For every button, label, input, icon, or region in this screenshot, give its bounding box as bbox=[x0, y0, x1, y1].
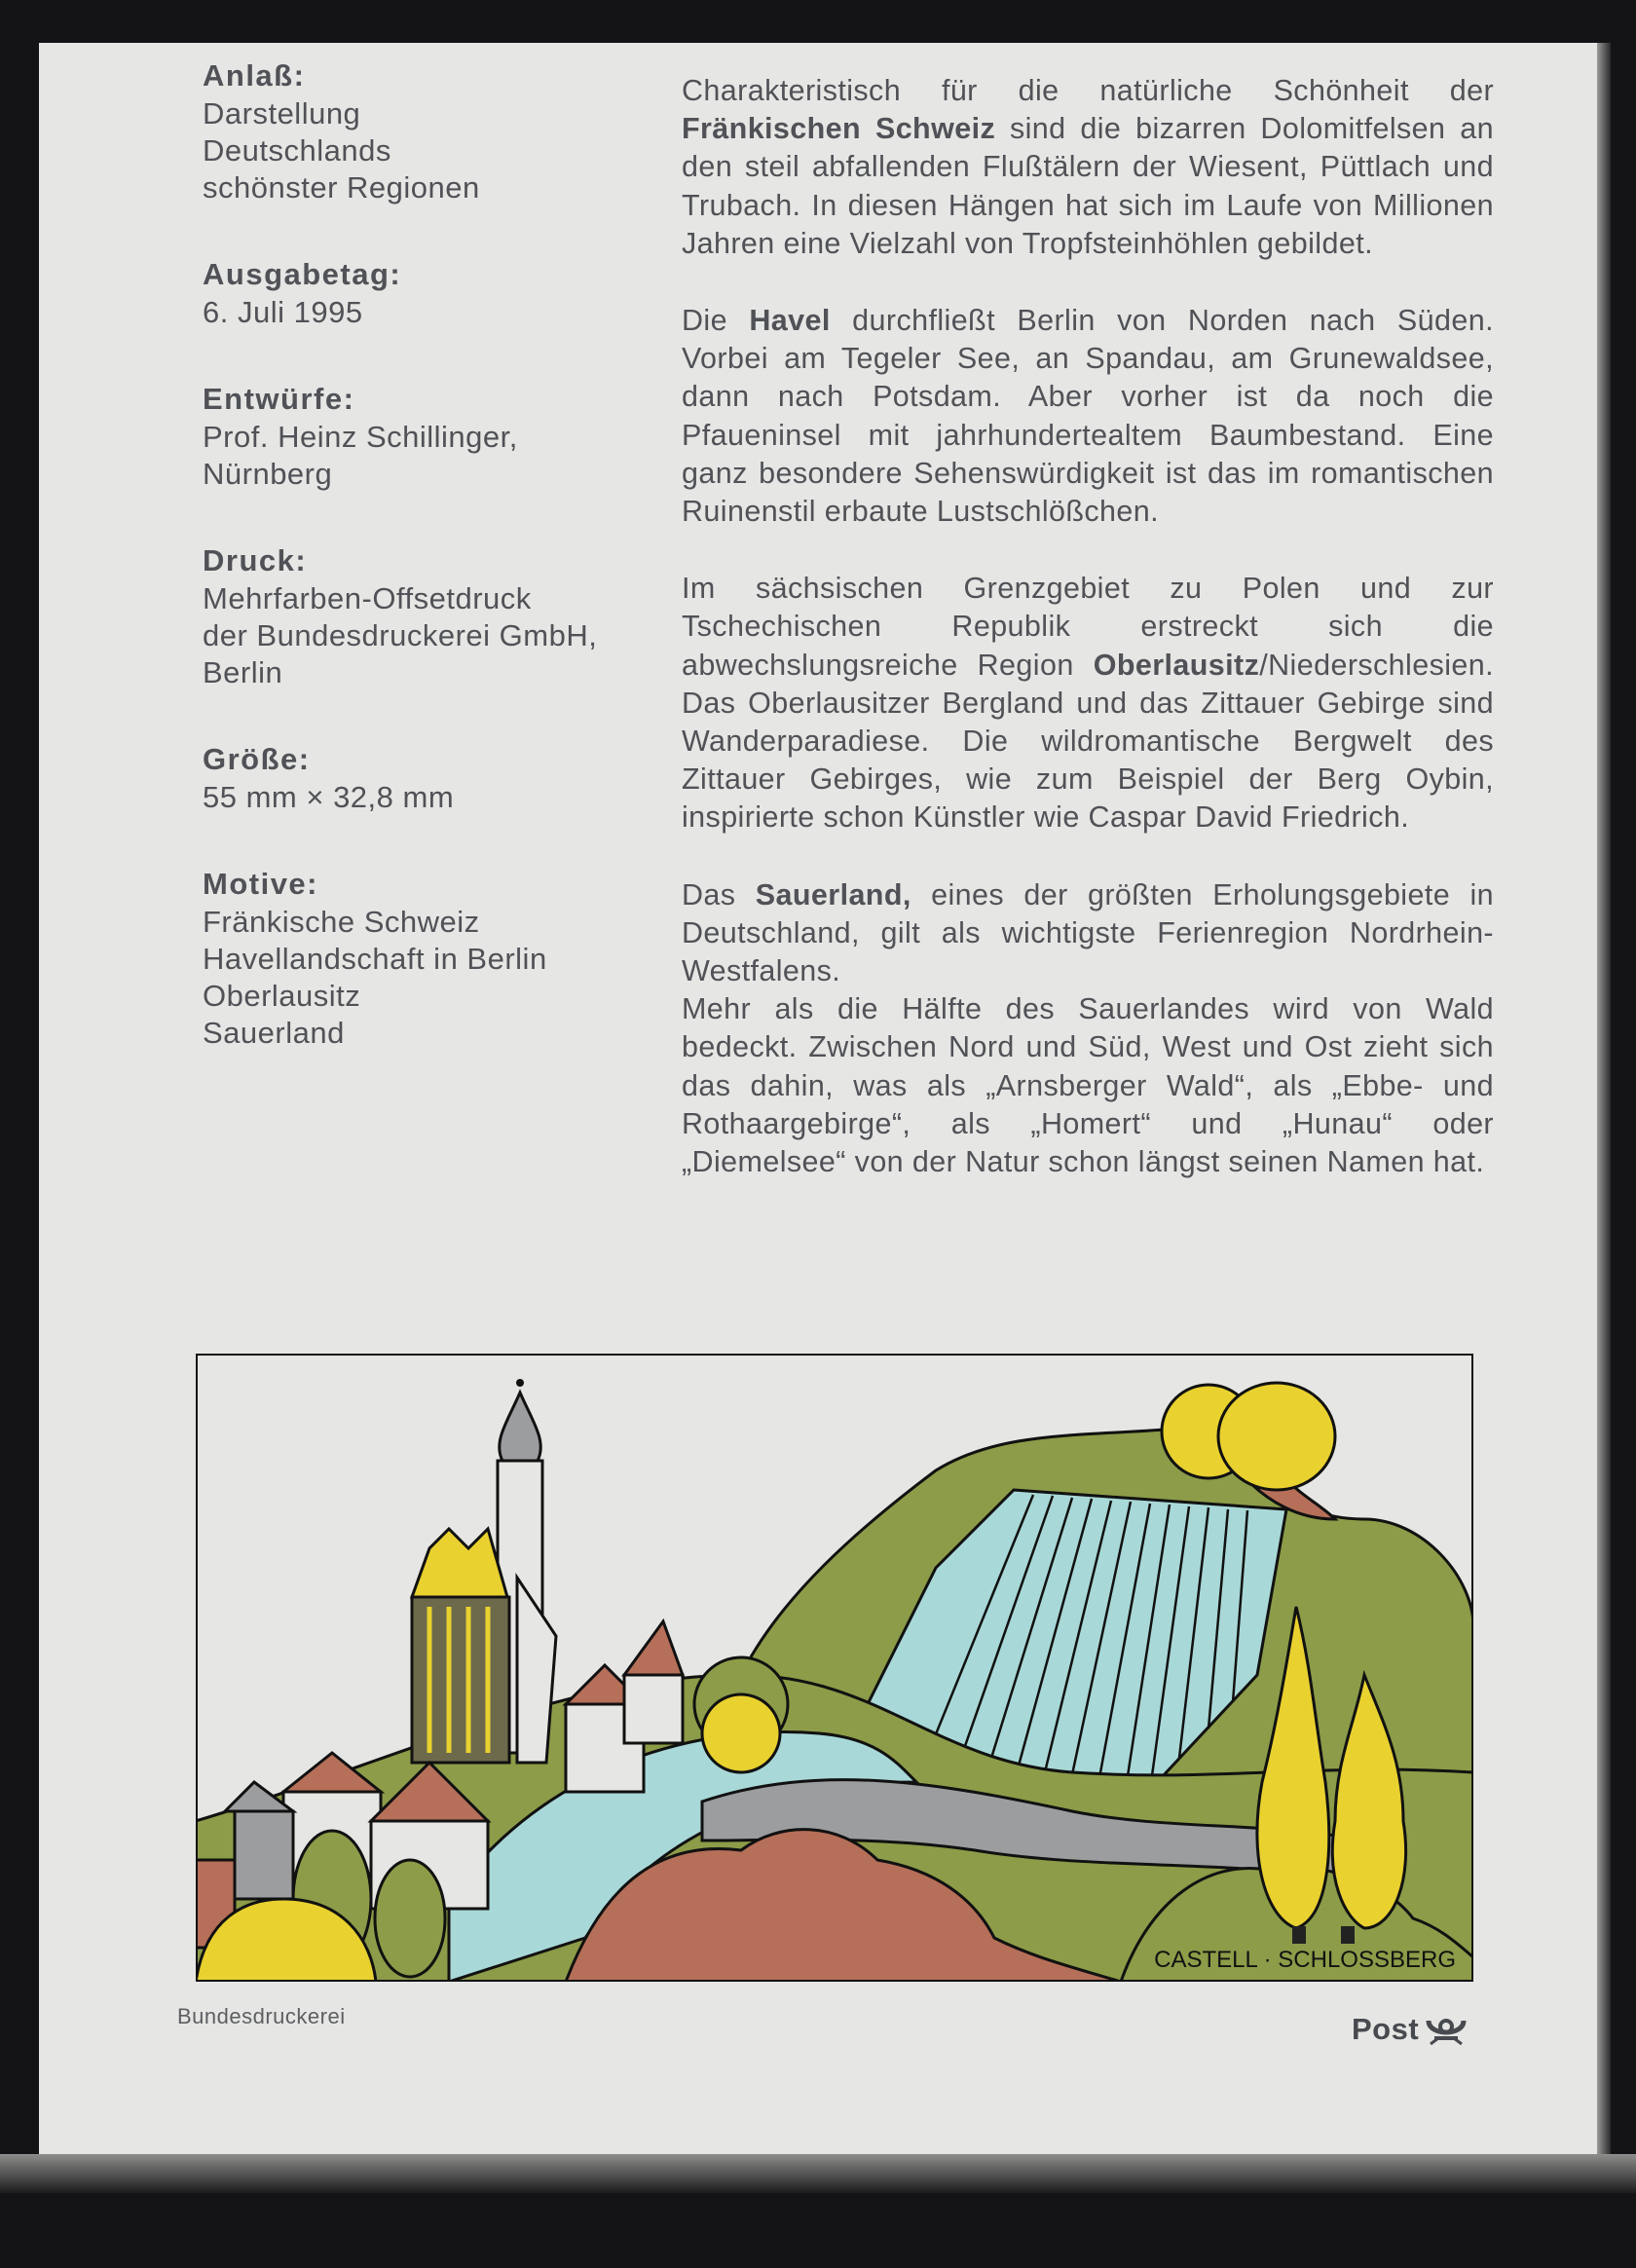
house bbox=[624, 1675, 683, 1743]
designs-line: Nürnberg bbox=[203, 457, 333, 491]
region-name: Sauerland, bbox=[755, 877, 911, 911]
text-span: Das bbox=[682, 877, 756, 911]
tower-finial bbox=[516, 1379, 524, 1387]
paragraph-oberlausitz bbox=[682, 570, 1494, 837]
designs-label: Entwürfe: bbox=[203, 382, 355, 416]
house bbox=[235, 1811, 293, 1899]
size-label: Größe: bbox=[203, 742, 311, 776]
designs-line: Prof. Heinz Schillinger, bbox=[203, 420, 518, 454]
region-name: Fränkischen Schweiz bbox=[682, 112, 996, 146]
paragraph-sauerland bbox=[682, 876, 1494, 991]
region-name: Oberlausitz bbox=[1093, 648, 1260, 682]
motifs-label: Motive: bbox=[203, 867, 318, 901]
paragraph-sauerland-forest: Mehr als die Hälfte des Sauerlandes wird von Wald bedeckt. Zwischen Nord und Süd, West und Ost zieht sich das dahin, was als „Arnsberger Wald“, als „Ebbe- und Rothaargebirge“, als „Homert“ und „Hunau“ oder „Diemelsee“ von der Natur schon längst seinen Namen hat. bbox=[682, 992, 1494, 1179]
printing-line: Mehrfarben-Offsetdruck bbox=[203, 581, 532, 615]
stamp-illustration bbox=[196, 1354, 1473, 1982]
text-span: Charakteristisch für die natürliche Schönheit der bbox=[682, 74, 1494, 107]
occasion-label: Anlaß: bbox=[203, 58, 306, 93]
printing-block bbox=[203, 543, 660, 691]
text-span: eines der größten Erholungsgebiete in Deutschland, gilt als wichtigste Ferienregion Nordrhein-Westfalens. bbox=[682, 877, 1494, 988]
motif-item: Sauerland bbox=[203, 1016, 345, 1050]
issue-date-label: Ausgabetag: bbox=[203, 257, 402, 291]
paragraph-franconian-switzerland bbox=[682, 72, 1494, 263]
illustration-caption: CASTELL · SCHLOSSBERG bbox=[1154, 1947, 1456, 1973]
sheet-edge bbox=[1597, 43, 1611, 2185]
issue-date-block bbox=[203, 257, 660, 331]
post-wordmark: Post bbox=[1352, 2012, 1420, 2046]
post-horn-icon bbox=[1425, 2013, 1468, 2046]
text-span: /Niederschlesien. Das Oberlausitzer Bergland und das Zittauer Gebirge sind Wanderparadiese. Die wildromantische Bergwelt des Zittauer Gebirges, wie zum Beispiel der Berg Oybin, inspirierte schon Künstler wie Caspar David Friedrich. bbox=[682, 648, 1494, 835]
size-value: 55 mm × 32,8 mm bbox=[203, 780, 455, 814]
occasion-line: schönster Regionen bbox=[203, 170, 480, 204]
church-facade bbox=[412, 1597, 509, 1763]
text-span: Die bbox=[682, 304, 750, 338]
printing-label: Druck: bbox=[203, 543, 308, 577]
motif-item: Fränkische Schweiz bbox=[203, 905, 480, 939]
motifs-block bbox=[203, 867, 660, 1052]
text-span: Im sächsischen Grenzgebiet zu Polen und zur Tschechischen Republik erstreckt sich die abwechslungsreiche Region bbox=[682, 572, 1494, 682]
printer-imprint: Bundesdruckerei bbox=[177, 2004, 346, 2028]
printing-line: Berlin bbox=[203, 655, 283, 689]
tree-trunk bbox=[1341, 1926, 1355, 1944]
region-name: Havel bbox=[749, 304, 831, 338]
occasion-line: Deutschlands bbox=[203, 133, 391, 167]
size-block bbox=[203, 742, 660, 816]
description-text bbox=[682, 72, 1494, 1181]
lower-sheet-strip bbox=[0, 2154, 1636, 2193]
motif-item: Havellandschaft in Berlin bbox=[203, 942, 547, 976]
motif-item: Oberlausitz bbox=[203, 979, 361, 1013]
text-span: durchfließt Berlin von Norden nach Süden. Vorbei am Tegeler See, an Spandau, am Grunewaldsee, dann nach Potsdam. Aber vorher ist da noch die Pfaueninsel mit jahrhundertealtem Baumbestand. Eine ganz besondere Sehenswürdigkeit ist das im romantischen Ruinenstil erbaute Lustschlößchen. bbox=[682, 304, 1494, 529]
stamp-details bbox=[203, 58, 660, 1102]
yellow-tree bbox=[702, 1694, 780, 1772]
occasion-block bbox=[203, 58, 660, 206]
post-logo bbox=[1352, 2012, 1468, 2047]
tree-trunk bbox=[1292, 1926, 1306, 1944]
issue-date-value: 6. Juli 1995 bbox=[203, 295, 363, 329]
designs-block bbox=[203, 382, 660, 493]
text-span: sind die bizarren Dolomitfelsen an den steil abfallenden Flußtälern der Wiesent, Püttlach und Trubach. In diesen Hängen hat sich im Laufe von Millionen Jahren eine Vielzahl von Tropfsteinhöhlen gebildet. bbox=[682, 112, 1494, 260]
paragraph-havel bbox=[682, 302, 1494, 531]
green-tree bbox=[375, 1860, 445, 1977]
occasion-line: Darstellung bbox=[203, 96, 361, 130]
yellow-tree bbox=[1218, 1383, 1335, 1490]
printing-line: der Bundesdruckerei GmbH, bbox=[203, 618, 598, 652]
